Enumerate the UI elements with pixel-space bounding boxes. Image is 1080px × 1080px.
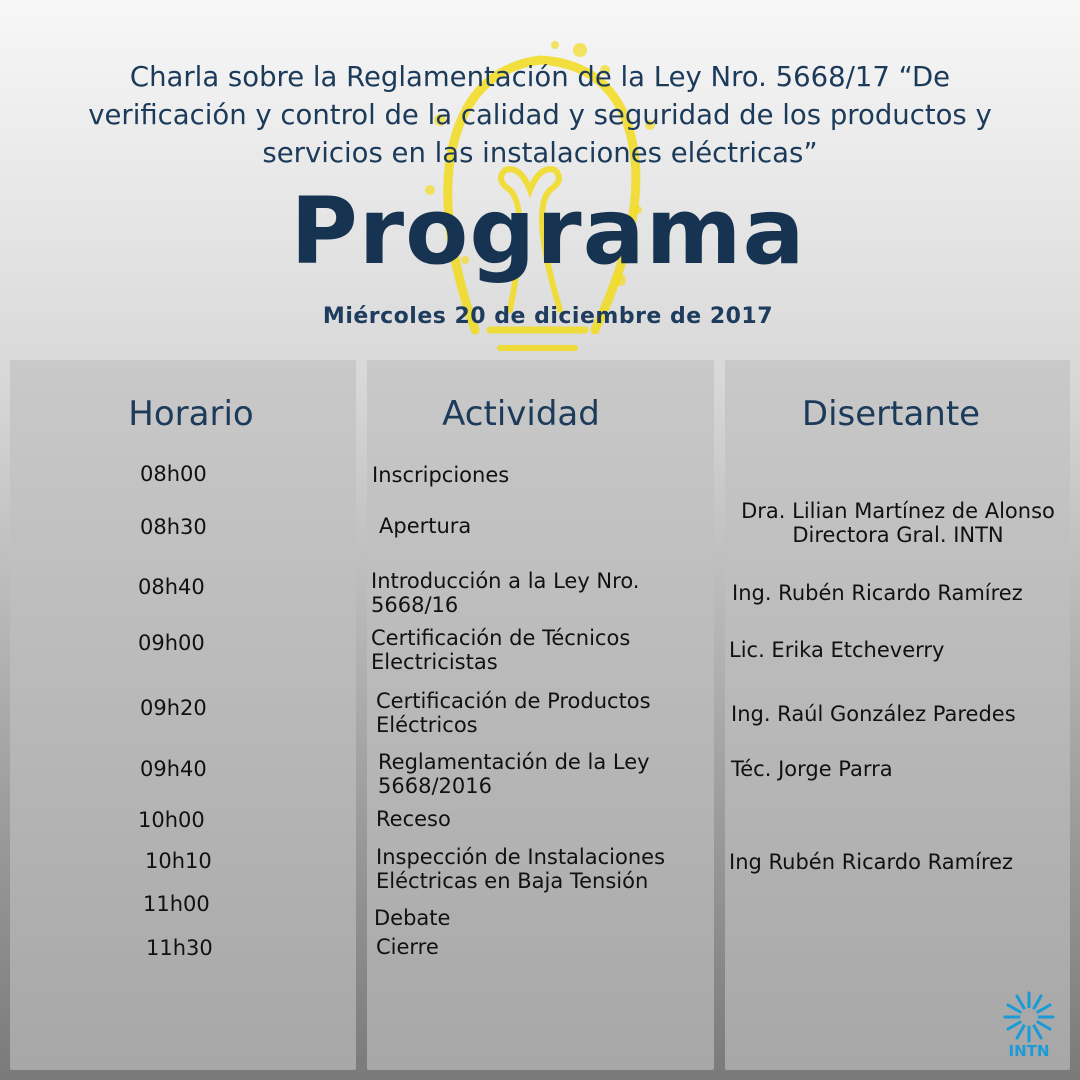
activity-cell: [379, 514, 471, 538]
event-date: Miércoles 20 de diciembre de 2017: [322, 304, 774, 329]
actividad-header: Actividad: [442, 394, 600, 434]
time-cell: 08h30: [140, 515, 207, 539]
activity-cell: [376, 689, 651, 737]
disertante-header: Disertante: [801, 394, 981, 434]
activity-line: Cierre: [376, 935, 439, 959]
speaker-cell: [732, 581, 1023, 605]
headline-line: servicios en las instalaciones eléctricas”: [262, 137, 818, 169]
activity-cell: [376, 935, 439, 959]
intn-logo: [994, 990, 1064, 1065]
speaker-name: Ing Rubén Ricardo Ramírez: [729, 850, 1014, 874]
activity-line: Inscripciones: [372, 463, 510, 487]
activity-line: Electricistas: [371, 650, 498, 674]
time-cell: 11h30: [146, 936, 213, 960]
activity-line: Introducción a la Ley Nro.: [371, 569, 640, 593]
speaker-name: Lic. Erika Etcheverry: [729, 638, 945, 662]
time-cell: 11h00: [143, 892, 210, 916]
time-cell: 10h10: [145, 849, 212, 873]
time-cell: 09h20: [140, 696, 207, 720]
activity-cell: [371, 626, 630, 674]
activity-line: 5668/2016: [378, 774, 492, 798]
speaker-cell: [731, 702, 1016, 726]
speaker-name: Ing. Raúl González Paredes: [731, 702, 1016, 726]
headline-line: Charla sobre la Reglamentación de la Ley Nro. 5668/17 “De: [129, 61, 951, 93]
activity-line: Certificación de Productos: [376, 689, 651, 713]
activity-line: Debate: [374, 906, 451, 930]
activity-cell: [374, 906, 450, 930]
time-cell: 10h00: [138, 808, 205, 832]
intn-sun-icon: [994, 990, 1064, 1045]
event-headline: [40, 58, 1040, 172]
speaker-role: Directora Gral. INTN: [792, 523, 1004, 547]
time-cell: 09h00: [138, 631, 205, 655]
speaker-cell: [729, 638, 944, 662]
speaker-name: Téc. Jorge Parra: [731, 757, 893, 781]
activity-line: Apertura: [379, 514, 472, 538]
headline-line: verificación y control de la calidad y seguridad de los productos y: [88, 99, 992, 131]
speaker-name: Dra. Lilian Martínez de Alonso: [741, 499, 1055, 523]
activity-line: Inspección de Instalaciones: [376, 845, 666, 869]
activity-line: Eléctricos: [376, 713, 478, 737]
activity-cell: [378, 750, 650, 798]
activity-line: 5668/16: [371, 593, 459, 617]
time-cell: 08h00: [140, 462, 207, 486]
page-title: Programa: [290, 178, 806, 285]
activity-cell: [372, 463, 509, 487]
logo-text: INTN: [1008, 1042, 1050, 1060]
activity-line: Eléctricas en Baja Tensión: [376, 869, 649, 893]
activity-cell: [376, 845, 665, 893]
activity-cell: [371, 569, 639, 617]
horario-header: Horario: [128, 394, 254, 434]
speaker-name: Ing. Rubén Ricardo Ramírez: [732, 581, 1023, 605]
activity-line: Receso: [376, 807, 451, 831]
time-cell: 09h40: [140, 757, 207, 781]
activity-line: Reglamentación de la Ley: [378, 750, 650, 774]
speaker-cell: [731, 757, 893, 781]
speaker-cell: [729, 850, 1013, 874]
activity-cell: [376, 807, 451, 831]
time-cell: 08h40: [138, 575, 205, 599]
activity-line: Certificación de Técnicos: [371, 626, 631, 650]
speaker-cell: [728, 499, 1068, 547]
